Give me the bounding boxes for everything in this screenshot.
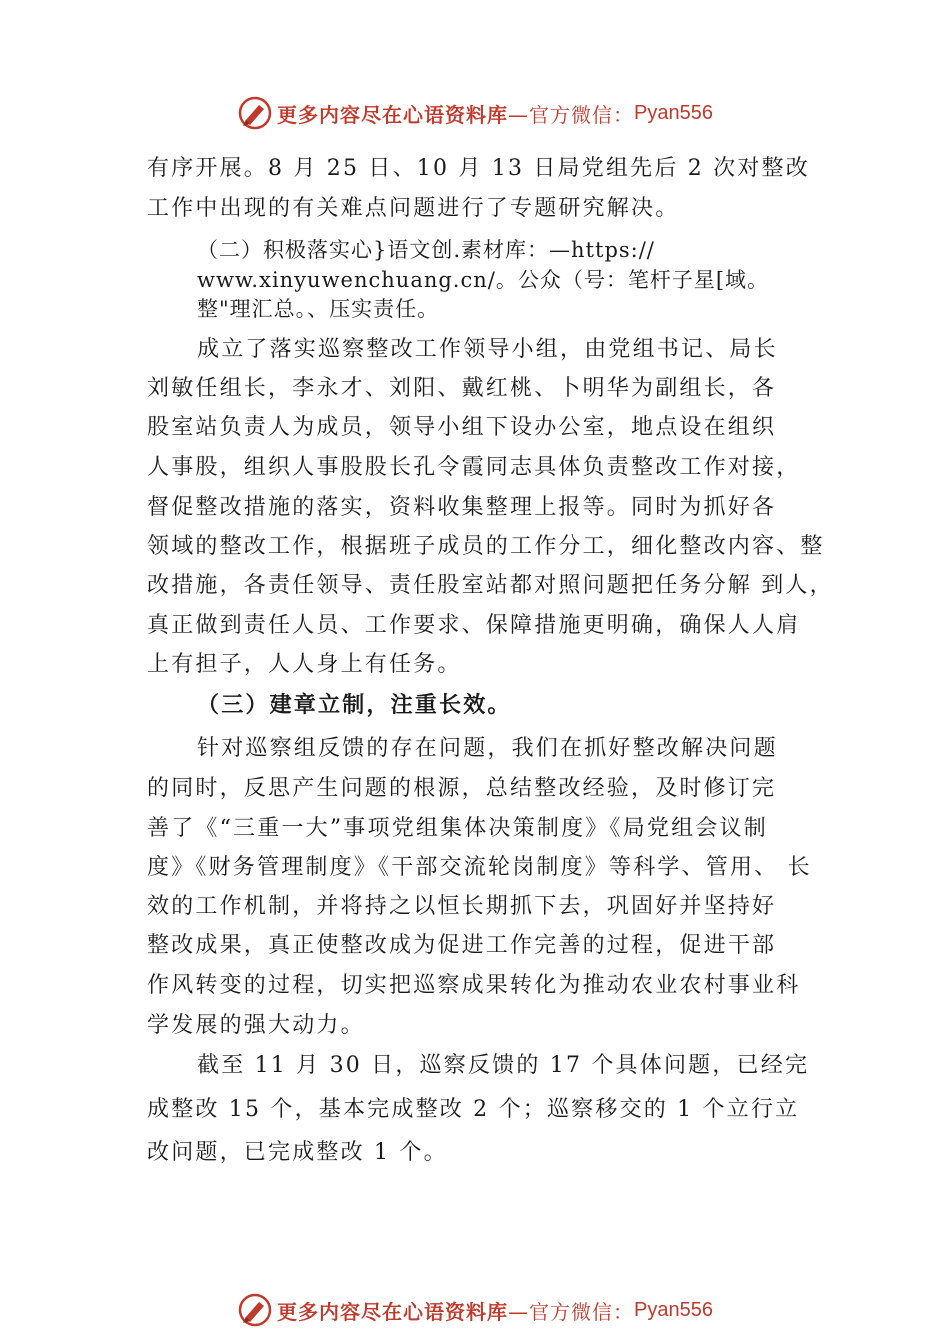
footer-dash: —官方微信： — [508, 1299, 635, 1324]
header-banner — [0, 93, 950, 133]
text-line: 整"理汇总。、压实责任。 — [197, 297, 440, 321]
footer-wechat-id: Pyan556 — [634, 1298, 713, 1321]
text-line: 成立了落实巡察整改工作领导小组，由党组书记、局长 — [197, 337, 778, 362]
header-brand: 更多内容尽在心语资料库 — [277, 102, 509, 127]
text-line: 改问题，已完成整改 1 个。 — [147, 1140, 448, 1165]
text-line: 度》《财务管理制度》《干部交流轮岗制度》等科学、管用、 长 — [147, 855, 812, 880]
text-line: 善了《“三重一大”事项党组集体决策制度》《局党组会议制 — [147, 816, 768, 841]
text-line: 整改成果，真正使整改成为促进工作完善的过程，促进干部 — [147, 933, 777, 958]
text-line: 的同时，反思产生问题的根源，总结整改经验，及时修订完 — [147, 776, 777, 801]
text-line: 股室站负责人为成员，领导小组下设办公室，地点设在组织 — [147, 415, 777, 440]
footer-brand: 更多内容尽在心语资料库 — [277, 1299, 509, 1324]
text-line: 督促整改措施的落实，资料收集整理上报等。同时为抓好各 — [147, 495, 777, 520]
header-wechat-id: Pyan556 — [634, 101, 713, 124]
section-heading: （三）建章立制，注重长效。 — [197, 692, 512, 718]
text-line: 真正做到责任人员、工作要求、保障措施更明确，确保人人肩 — [147, 613, 801, 638]
header-dash: —官方微信： — [508, 102, 635, 127]
text-line: 领域的整改工作，根据班子成员的工作分工，细化整改内容、整 — [147, 534, 825, 559]
text-line: （二）积极落实心}语文创.素材库：—https:// — [197, 238, 655, 262]
text-line: 人事股，组织人事股股长孔令霞同志具体负责整改工作对接， — [147, 455, 801, 480]
pen-logo-icon — [237, 1292, 273, 1328]
footer-banner — [0, 1290, 950, 1330]
text-line: 工作中出现的有关难点问题进行了专题研究解决。 — [147, 196, 680, 221]
text-line: 刘敏任组长，李永才、刘阳、戴红桃、卜明华为副组长，各 — [147, 376, 777, 401]
text-line: 成整改 15 个，基本完成整改 2 个；巡察移交的 1 个立行立 — [147, 1097, 800, 1122]
text-line: www.xinyuwenchuang.cn/。公众（号：笔杆子星[域。 — [197, 268, 770, 292]
text-line: 有序开展。8 月 25 日、10 月 13 日局党组先后 2 次对整改 — [147, 156, 810, 181]
text-line: 上有担子，人人身上有任务。 — [147, 652, 462, 677]
pen-logo-icon — [237, 95, 273, 131]
text-line: 作风转变的过程，切实把巡察成果转化为推动农业农村事业科 — [147, 973, 801, 998]
text-line: 改措施，各责任领导、责任股室站都对照问题把任务分解 到人， — [147, 573, 834, 598]
text-line: 学发展的强大动力。 — [147, 1013, 365, 1038]
text-line: 截至 11 月 30 日，巡察反馈的 17 个具体问题，已经完 — [197, 1053, 810, 1078]
text-line: 效的工作机制，并将持之以恒长期抓下去，巩固好并坚持好 — [147, 894, 777, 919]
text-line: 针对巡察组反馈的存在问题，我们在抓好整改解决问题 — [197, 736, 778, 761]
